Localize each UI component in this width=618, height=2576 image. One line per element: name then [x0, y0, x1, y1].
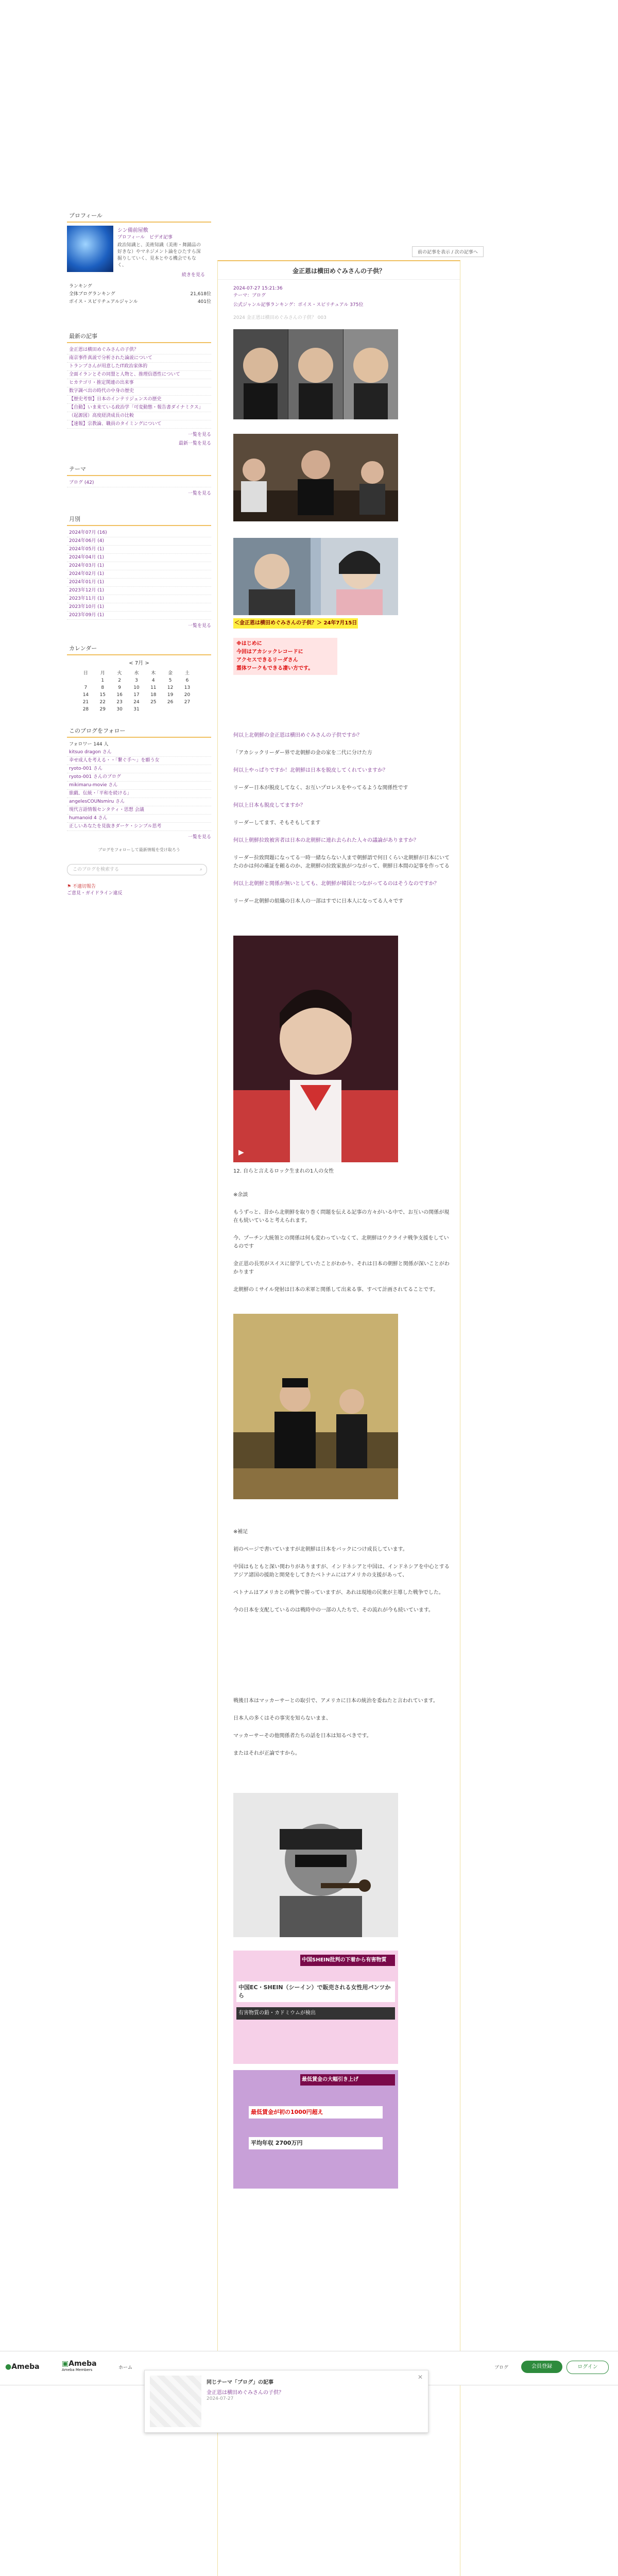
archive-month-link[interactable]: 2024年01月 (1) [67, 579, 211, 587]
calendar-day[interactable]: 27 [184, 700, 191, 705]
ameba-logo[interactable] [5, 2363, 40, 2371]
flag-icon: ⚑ [67, 884, 72, 889]
news1-line2: 有害物質の鉛・カドミウムが検出 [236, 2007, 395, 2020]
svg-text:▶: ▶ [238, 1148, 244, 1157]
profile-intro: 政治知識と、美術知識（美術・舞踊品の好きな）やマネジメント論をひたすら深掘りしていく、見本とやる機会でもなく、 [117, 243, 201, 268]
avatar[interactable] [67, 226, 113, 272]
entry-paragraph: ※余談 [233, 1192, 248, 1198]
recent-entry-link[interactable]: 全面イランとその同盟と人物と、推理信憑性について [67, 371, 211, 379]
entry-paragraph: もうずっと、昔から北朝鮮を取り巻く問題を伝える記事の方々がいる中で、お互いの関係が現在も続いていると考えられます。 [233, 1210, 450, 1224]
prev-month-icon[interactable]: < [129, 660, 133, 666]
calendar-day[interactable]: 15 [99, 692, 106, 698]
login-button[interactable]: ログイン [566, 2361, 609, 2374]
news1-sub: 中国EC・SHEIN（シーイン）で販売される女性用パンツから [236, 1981, 395, 2002]
news2-line2: 平均年収 2700万円 [249, 2137, 383, 2149]
profile-more-link[interactable]: 続きを見る [181, 273, 205, 278]
archive-month-link[interactable]: 2024年02月 (1) [67, 570, 211, 579]
archive-month-link[interactable]: 2024年05月 (1) [67, 546, 211, 554]
popup-thumbnail [150, 2376, 201, 2427]
next-month-icon[interactable]: > [145, 660, 149, 666]
calendar-day[interactable]: 19 [167, 692, 174, 698]
calendar-day[interactable]: 25 [150, 700, 157, 705]
photo-comparison [233, 538, 398, 615]
photo-group-seated [233, 434, 398, 521]
calendar-day[interactable]: 24 [133, 700, 140, 705]
entry-title[interactable]: 金正恩は横田めぐみさんの子供？ [218, 266, 460, 280]
calendar-day[interactable]: 31 [133, 707, 140, 712]
calendar-day[interactable]: 21 [82, 700, 89, 705]
theme-item[interactable]: ブログ (42) [67, 479, 211, 487]
archive-month-link[interactable]: 2023年12月 (1) [67, 587, 211, 595]
news2-sub: 最低賃金が初の1000円超え [249, 2106, 383, 2119]
theme-box [67, 465, 211, 496]
ranking-heading: ランキング [69, 284, 92, 289]
profile-heading: プロフィール [67, 211, 211, 223]
ranking-row[interactable] [67, 298, 211, 306]
calendar-day [162, 706, 179, 713]
guideline-link[interactable]: ご意見・ガイドライン違反 [67, 891, 123, 896]
recent-entry-link[interactable]: 金正恩は横田めぐみさんの子供？ [67, 346, 211, 354]
archive-month-link[interactable]: 2024年04月 (1) [67, 554, 211, 562]
calendar-weekday: 火 [117, 671, 122, 676]
entry-paragraph: 何以上朝鮮拉致被害者は日本の北朝鮮に連れ去られた人々の議論がありますか？ [233, 838, 419, 843]
followers-box [67, 726, 211, 853]
entry-paragraph: 何以上北朝鮮の金正恩は横田めぐみさんの子供ですか？ [233, 733, 362, 738]
sidebar [67, 211, 211, 896]
calendar-day[interactable]: 2 [118, 678, 121, 683]
calendar-day[interactable]: 1 [101, 678, 105, 683]
entry-paragraph: ※補足 [233, 1529, 248, 1535]
entry-container [217, 260, 460, 2576]
calendar-day[interactable]: 4 [151, 678, 155, 683]
recent-entry-link[interactable]: トランプさんが用意したIT政治家体的 [67, 363, 211, 371]
blog-link[interactable]: ブログ [494, 2365, 509, 2370]
news-graphic-wage [233, 2070, 398, 2189]
theme-heading: テーマ [67, 465, 211, 476]
entry-paragraph: 日本人の多くはその事実を知らないまま、 [233, 1716, 331, 1721]
aside-section [233, 1191, 450, 1294]
calendar-day[interactable]: 13 [184, 685, 191, 690]
ranking-row[interactable] [67, 291, 211, 298]
ameba-members-logo[interactable] [62, 2360, 97, 2372]
entry-paragraph: 何以上やっぱりですか！北朝鮮は日本を脱皮してくれていますか？ [233, 768, 388, 773]
calendar-day[interactable]: 30 [116, 707, 123, 712]
calendar-day[interactable]: 11 [150, 685, 157, 690]
entry-paragraph: リーダーしてます、そもそもしてます [233, 820, 321, 826]
calendar-weekday: 月 [100, 671, 105, 676]
archive-month-link[interactable]: 2024年06月 (4) [67, 537, 211, 546]
calendar-day [145, 706, 162, 713]
calendar-day[interactable]: 20 [184, 692, 191, 698]
news2-head: 最低賃金の大幅引き上げ [300, 2074, 395, 2086]
recent-entry-link[interactable]: 【速報】宗教論、職員のタイミングについて [67, 420, 211, 429]
members-logo-icon: ▣ [62, 2360, 69, 2368]
popup-date: 2024-07-27 [207, 2396, 234, 2401]
recent-box [67, 332, 211, 446]
calendar-box [67, 644, 211, 713]
entry-date: 2024-07-27 15:21:36 [233, 286, 283, 291]
follower-item[interactable]: mikimaru-movie さん [67, 782, 211, 790]
ranking-value: 401位 [197, 299, 211, 304]
entry-paragraph: 初のページで書いていますが北朝鮮は日本をバックにつけ成長しています。 [233, 1547, 408, 1552]
entry-ranking[interactable]: 公式ジャンル記事ランキング：ボイス・スピリチュアル 375位 [233, 302, 364, 308]
logo-text: Ameba [68, 2360, 97, 2368]
follower-item[interactable]: ryoto-001 さんのブログ [67, 773, 211, 782]
entry-paragraph: 戦後日本はマッカーサーとの取引で、アメリカに日本の統治を委ねたと言われています。 [233, 1698, 438, 1704]
entry-paragraph: 金正恩の長男がスイスに留学していたことがわかり、それは日本の朝鮮と関係が深いことがわかります [233, 1261, 450, 1275]
recent-entry-link[interactable]: 【歴史考察】日本のインテリジェンスの歴史 [67, 396, 211, 404]
calendar-day[interactable]: 6 [185, 678, 189, 683]
recent-entry-link[interactable]: ヒカテゴリ・推定関連の出来事 [67, 379, 211, 387]
home-tab[interactable]: ホーム [118, 2365, 133, 2370]
entry-paragraph: ベトナムはアメリカとの戦争で勝っていますが、あれは現地の民衆が主導した戦争でした。 [233, 1590, 444, 1596]
related-entry-popup[interactable] [144, 2370, 428, 2433]
entry-paragraph: またはそれが正論ですから。 [233, 1751, 300, 1756]
calendar-day[interactable]: 5 [168, 678, 172, 683]
archive-heading: 月別 [67, 515, 211, 526]
close-icon[interactable]: ✕ [417, 2374, 423, 2381]
photo-caption-2: 12. 自らと言えるロック生まれの1人の女性 [233, 1168, 334, 1174]
calendar-day[interactable]: 7 [84, 685, 88, 690]
calendar-day[interactable]: 3 [135, 678, 138, 683]
register-button[interactable]: 会員登録 [521, 2361, 562, 2373]
entry-paragraph: リーダー日本が脱皮してなく、お互いプロレスをやってるような関係性です [233, 785, 408, 791]
ranking-value: 21,618位 [190, 292, 211, 297]
calendar-day[interactable]: 18 [150, 692, 157, 698]
calendar-day[interactable]: 9 [118, 685, 121, 690]
archive-box [67, 515, 211, 629]
calendar-day[interactable]: 14 [82, 692, 89, 698]
calendar-day[interactable]: 12 [167, 685, 174, 690]
entry-paragraph: 今、プーチン大統領との関係は何も変わっていなくて、北朝鮮はウクライナ戦争支援をしているのです [233, 1235, 449, 1249]
entry-paragraph: マッカーサーその他関係者たちの話を日本は知るべきです。 [233, 1733, 372, 1739]
archive-month-link[interactable]: 2024年07月 (16) [67, 529, 211, 537]
follower-item[interactable]: 正しいあなたを見抜きダーケ・シンプル思考 [67, 823, 211, 831]
nav-prev-next-link[interactable]: 前の記事を表示 / 次の記事へ [412, 246, 484, 257]
calendar-weekday: 木 [151, 671, 156, 676]
calendar-day[interactable]: 17 [133, 692, 140, 698]
entry-paragraph: 「アカシックリーダー界で北朝鮮の金の家を二代に分けた方 [233, 750, 372, 756]
calendar-day [77, 677, 94, 684]
recent-entry-link[interactable]: 【自動】いま来ている政治学「可変動態・報告書ダイナミクス」 [67, 404, 211, 412]
photo-caption: ＜金正恩は横田めぐみさんの子供？＞ 24年7月15日 [233, 618, 358, 629]
ranking-label: ボイス・スピリチュアルジャンル [69, 299, 138, 304]
calendar-weekday: 日 [83, 671, 88, 676]
follower-item[interactable]: 旅戯、伝統・「平和を続ける」 [67, 790, 211, 798]
follower-item[interactable]: ryoto-001 さん [67, 765, 211, 773]
calendar-grid [77, 668, 196, 713]
follower-item[interactable]: 幸せ成人を考える・・「繋ぐ手～」を願う女 [67, 757, 211, 765]
recent-entry-link[interactable]: 南京事件真説で分析された論説について [67, 354, 211, 363]
popup-title[interactable]: 金正恩は横田めぐみさんの子供？ [207, 2390, 284, 2396]
calendar-day [179, 706, 196, 713]
entry-paragraph: リーダー拉致問題になってる一時一緒ならない人まで朝鮮語で何日くらい北朝鮮が日本にいてたのかは何の確証を頼るのか、北朝鮮の拉致家族がつながって、朝鮮日本間の記事を作ってる [233, 855, 450, 869]
calendar-month: 7月 [134, 660, 144, 666]
follow-note: ブログをフォローして最新情報を受け取ろう [98, 848, 180, 852]
calendar-weekday: 水 [134, 671, 139, 676]
entry-paragraph: 今の日本を支配しているのは戦時中の一部の人たちで、その流れが今も続いています。 [233, 1607, 434, 1613]
followers-more-link[interactable]: 一覧を見る [187, 835, 211, 840]
calendar-day[interactable]: 26 [167, 700, 174, 705]
recent-heading: 最新の記事 [67, 332, 211, 343]
entry-paragraph: 中国はもともと深い関わりがありますが、インドネシアと中国は、インドネシアを中心とするアジア諸国の援助と開発をしてきたベトナムにはアメリカの支援があって、 [233, 1564, 450, 1578]
calendar-weekday: 土 [185, 671, 190, 676]
calendar-day[interactable]: 16 [116, 692, 123, 698]
dialogue-section [233, 732, 450, 906]
calendar-weekday: 金 [168, 671, 173, 676]
search-placeholder: このブログを検索する [73, 867, 119, 872]
follower-item[interactable]: angelesCOUNsmiru さん [67, 798, 211, 806]
calendar-day[interactable]: 29 [99, 707, 106, 712]
calendar-day[interactable]: 23 [116, 700, 123, 705]
photo-girl-singing [233, 936, 398, 1162]
theme-more-link[interactable]: 一覧を見る [187, 491, 211, 496]
ameba-logo-icon: ● [5, 2363, 12, 2371]
notice-line: アクセスできるリーダさん [236, 657, 298, 663]
popup-label: 同じテーマ「ブログ」の記事 [207, 2380, 273, 2385]
archive-more-link[interactable]: 一覧を見る [187, 623, 211, 629]
ranking-label: 全体ブログランキング [69, 292, 115, 297]
calendar-day[interactable]: 28 [82, 707, 89, 712]
entry-paragraph: リーダー北朝鮮の組織の日本人の一部はすでに日本人になってる人々です [233, 899, 404, 904]
entry-theme[interactable]: テーマ：ブログ [233, 293, 266, 298]
photo-general-pipe [233, 1793, 398, 1937]
calendar-day[interactable]: 22 [99, 700, 106, 705]
logo-text: Ameba [11, 2363, 40, 2371]
history-section [233, 1697, 450, 1758]
search-icon[interactable]: ⌕ [199, 867, 202, 872]
notice-line: 今回はアカシックレコードに [236, 649, 303, 655]
blog-search-input[interactable] [67, 864, 207, 875]
notice-line: 霊体ワークもできる凄い方です。 [236, 666, 314, 671]
calendar-day[interactable]: 10 [133, 685, 140, 690]
entry-lead: 2024 金正恩は横田めぐみさんの子供？ 003 [233, 315, 327, 320]
archive-month-link[interactable]: 2023年11月 (1) [67, 595, 211, 603]
report-label: 不適切報告 [72, 884, 96, 889]
follower-item[interactable]: 現代言語情報センタティ・思想 会議 [67, 806, 211, 815]
recent-more-link[interactable]: 一覧を見る [187, 432, 211, 437]
calendar-day[interactable]: 8 [101, 685, 105, 690]
entry-paragraph: 何以上日本も脱皮してますか？ [233, 803, 305, 808]
recent-more-link-2[interactable]: 最新一覧を見る [178, 441, 211, 446]
follower-item[interactable]: kitsuo dragon さん [67, 749, 211, 757]
news1-head: 中国SHEIN批判の下着から有害物質 [300, 1955, 395, 1966]
logo-sub: Ameba Members [62, 2368, 93, 2372]
follower-item[interactable]: humanoid 4 さん [67, 815, 211, 823]
archive-month-link[interactable]: 2023年10月 (1) [67, 603, 211, 612]
report-link[interactable] [67, 883, 211, 889]
profile-name[interactable]: シン備前屋敷 [117, 228, 148, 233]
profile-box [67, 211, 211, 306]
notice-line: ※はじめに [236, 641, 262, 647]
photo-officials [233, 1314, 398, 1499]
intro-notice [233, 638, 337, 675]
recent-entry-link[interactable]: （起源図）高度経済成長の比較 [67, 412, 211, 420]
archive-month-link[interactable]: 2023年09月 (1) [67, 612, 211, 620]
photo-three-portraits [233, 329, 398, 419]
profile-sub[interactable]: プロフィール ビデオ記事 [117, 235, 173, 240]
follower-count: フォロワー 144 人 [69, 742, 109, 747]
archive-month-link[interactable]: 2024年03月 (1) [67, 562, 211, 570]
calendar-heading: カレンダー [67, 644, 211, 655]
followers-heading: このブログをフォロー [67, 726, 211, 738]
entry-paragraph: 北朝鮮のミサイル発射は日本の米軍と関係して出来る事、すべて計画されてることです。 [233, 1287, 439, 1293]
supplement-section [233, 1528, 450, 1615]
recent-entry-link[interactable]: 数字調べ出の時代の中身の歴史 [67, 387, 211, 396]
entry-paragraph: 何以上北朝鮮と関係が無いとしても、北朝鮮が韓国とつながってるのはそうなのですか？ [233, 881, 439, 887]
news-graphic-shein [233, 1951, 398, 2064]
